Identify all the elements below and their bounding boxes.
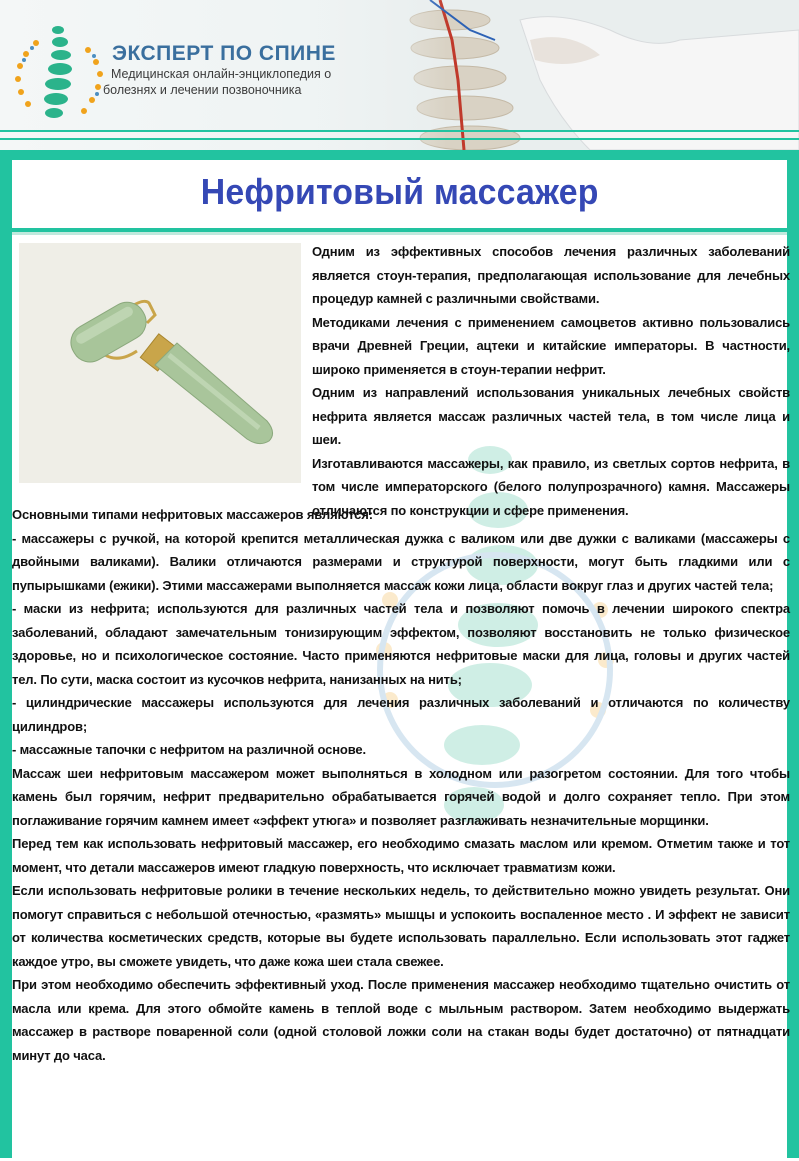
- body-paragraph: При этом необходимо обеспечить эффективный уход. После применения массажер необходимо тщательно очистить от масла или крема. Для этого обмойте камень в теплой воде с мыльным раствором. Затем необходимо выдержать массажер в растворе поваренной соли (одной столовой ложки соли на стакан воды будет достаточно) от пятнадцати минут до часа.: [12, 977, 790, 1063]
- header-banner: [0, 0, 799, 150]
- header-divider: [0, 130, 799, 132]
- body-paragraph: Если использовать нефритовые ролики в течение нескольких недель, то действительно можно увидеть результат. Они помогут справиться с небольшой отечностью, «размять» мышцы и успокоить воспаленное место . И эффект не зависит от количества косметических средств, которые вы будете использовать параллельно. Если использовать этот гаджет каждое утро, вы сможете увидеть, что даже кожа шеи стала свежее.: [12, 883, 790, 969]
- intro-text: [312, 240, 790, 522]
- header-divider: [0, 138, 799, 140]
- type-item: - массажные тапочки с нефритом на различной основе.: [12, 742, 366, 757]
- logo-subtitle: Медицинская онлайн-энциклопедия о болезнях и лечении позвоночника: [103, 67, 332, 97]
- article-body: [12, 503, 790, 1067]
- logo-title: ЭКСПЕРТ ПО СПИНЕ: [112, 42, 336, 65]
- body-paragraph: Массаж шеи нефритовым массажером может выполняться в холодном или разогретом состоянии. Для того чтобы камень был горячим, нефрит предварительно обрабатывается горячей водой и долго сохраняет тепло. При этом поглаживание горячим камнем имеет «эффект утюга» и позволяет разглаживать незначительные морщинки.: [12, 765, 790, 828]
- type-item: - маски из нефрита; используются для различных частей тела и позволяют помочь в лечении широкого спектра заболеваний, обладают замечательным тонизирующим эффектом, позволяют восстановить не только физическое здоровье, но и психологическое состояние. Часто применяются нефритовые маски для лица, головы и других частей тел. По сути, маска состоит из кусочков нефрита, нанизанных на нить;: [12, 601, 790, 687]
- spine-logo-icon: [8, 14, 108, 126]
- intro-paragraph: Одним из направлений использования уникальных лечебных свойств нефрита является массаж различных частей тела, в том числе лица и шеи.: [312, 385, 790, 447]
- page-title-text: Нефритовый массажер: [200, 171, 599, 212]
- body-paragraph: Перед тем как использовать нефритовый массажер, его необходимо смазать маслом или кремом. Отметим также и тот момент, что детали массажеров имеют гладкую поверхность, что исключает травматизм кожи.: [12, 836, 790, 875]
- intro-paragraph: Методиками лечения с применением самоцветов активно пользовались врачи Древней Греции, ацтеки и китайские императоры. В частности, широко применяется в стоун-терапии нефрит.: [312, 314, 790, 377]
- spine-model-photo: [330, 0, 799, 150]
- types-heading: Основными типами нефритовых массажеров являются:: [12, 507, 373, 522]
- page-title: [0, 164, 799, 220]
- type-item: - массажеры с ручкой, на которой крепится металлическая дужка с валиком или две дужки с валиками (массажеры с двойными валиками). Валики отличаются размерами и структурой поверхности, могут быть гладкими или с пупырышками (ежики). Этими массажерами выполняется массаж кожи лица, области вокруг глаз и других частей тела;: [12, 530, 790, 593]
- intro-paragraph: Одним из эффективных способов лечения различных заболеваний является стоун-терапия, предполагающая использование для лечебных процедур камней с различными свойствами.: [312, 244, 790, 306]
- jade-roller-photo: [19, 243, 301, 483]
- type-item: - цилиндрические массажеры используются для лечения различных заболеваний и отличаются по количеству цилиндров;: [12, 695, 790, 734]
- intro-paragraph: Изготавливаются массажеры, как правило, из светлых сортов нефрита, в том числе императорского (белого полупрозрачного) камня. Массажеры отличаются по конструкции и сфере применения.: [312, 455, 790, 518]
